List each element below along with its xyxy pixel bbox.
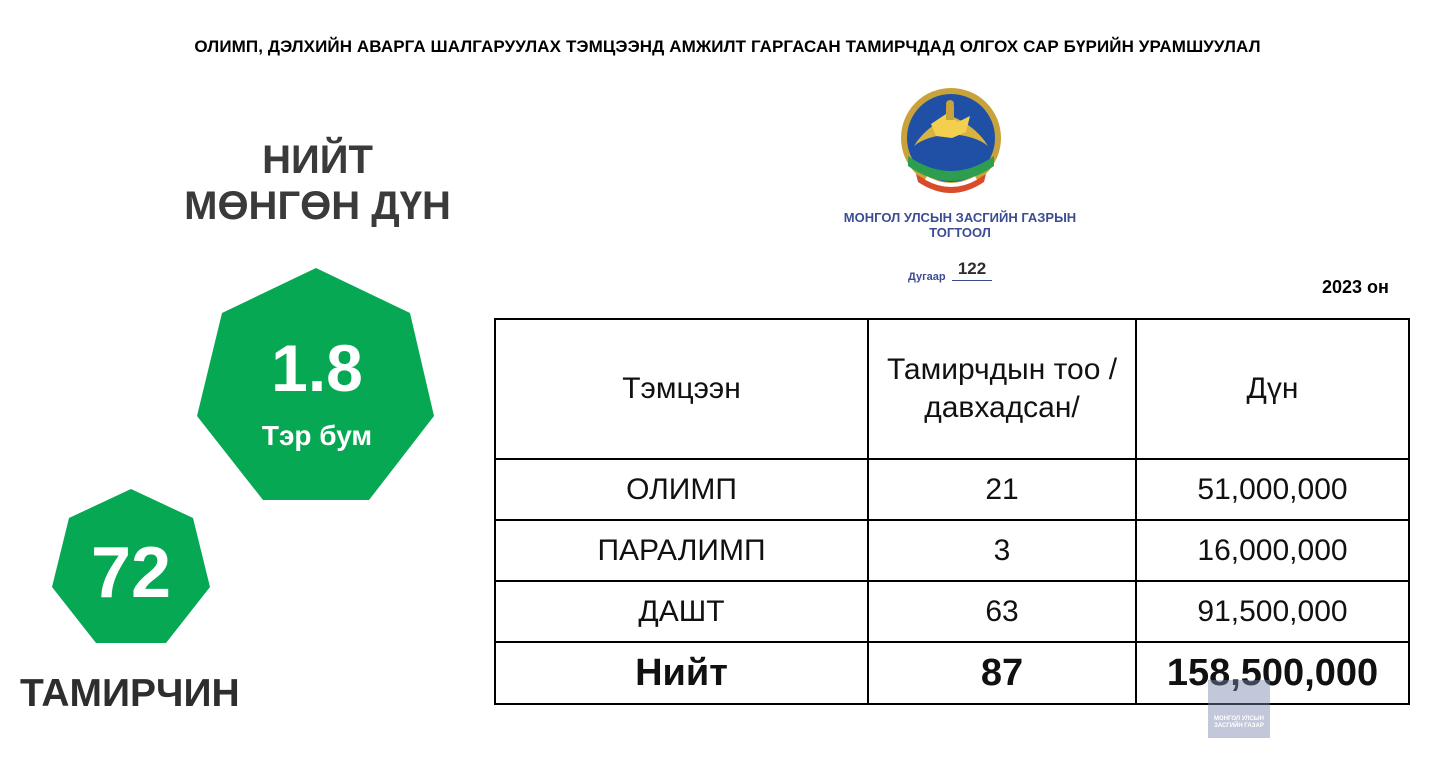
year-label: 2023 он (1322, 277, 1389, 297)
cell-athlete-count: 21 (868, 459, 1136, 520)
total-amount-value: 1.8 (271, 331, 363, 405)
cell-amount: 91,500,000 (1136, 581, 1409, 642)
cell-competition: ОЛИМП (495, 459, 868, 520)
page-title: ОЛИМП, ДЭЛХИЙН АВАРГА ШАЛГАРУУЛАХ ТЭМЦЭЭНД АМЖИЛТ ГАРГАСАН ТАМИРЧДАД ОЛГОХ САР БҮРИЙН УРАМШУУЛАЛ (194, 37, 1261, 56)
header-athlete-count: Тамирчдын тоо /давхадсан/ (868, 319, 1136, 459)
table-header-row (495, 319, 1409, 459)
government-decree-title (800, 210, 1120, 240)
cell-competition: ДАШТ (495, 581, 868, 642)
table-row (495, 520, 1409, 581)
cell-athlete-count: 3 (868, 520, 1136, 581)
header-amount: Дүн (1136, 319, 1409, 459)
total-amount: 158,500,000 (1136, 642, 1409, 704)
total-athlete-count: 87 (868, 642, 1136, 704)
watermark-line2: ЗАСГИЙН ГАЗАР (1214, 723, 1264, 729)
cell-competition: ПАРАЛИМП (495, 520, 868, 581)
summary-table (494, 318, 1410, 705)
gov-name-line2: ТОГТООЛ (929, 225, 991, 240)
total-amount-heading (150, 137, 485, 229)
total-heading-line2: МӨНГӨН ДҮН (184, 184, 451, 228)
athlete-label: ТАМИРЧИН (20, 672, 240, 715)
cell-amount: 51,000,000 (1136, 459, 1409, 520)
state-emblem-icon (896, 86, 1006, 204)
decree-number: 122 (952, 259, 992, 281)
watermark-text (1208, 716, 1270, 730)
gov-name-line1: МОНГОЛ УЛСЫН ЗАСГИЙН ГАЗРЫН (843, 210, 1077, 225)
total-amount-unit: Тэр бум (261, 420, 373, 451)
watermark-line1: МОНГОЛ УЛСЫН (1214, 716, 1264, 722)
header-competition: Тэмцээн (495, 319, 868, 459)
table-row (495, 581, 1409, 642)
athlete-count-value: 72 (90, 533, 172, 613)
decree-number-label: Дугаар (908, 271, 946, 283)
total-label: Нийт (495, 642, 868, 704)
total-heading-line1: НИЙТ (262, 138, 373, 182)
cell-amount: 16,000,000 (1136, 520, 1409, 581)
cell-athlete-count: 63 (868, 581, 1136, 642)
table-total-row (495, 642, 1409, 704)
table-row (495, 459, 1409, 520)
